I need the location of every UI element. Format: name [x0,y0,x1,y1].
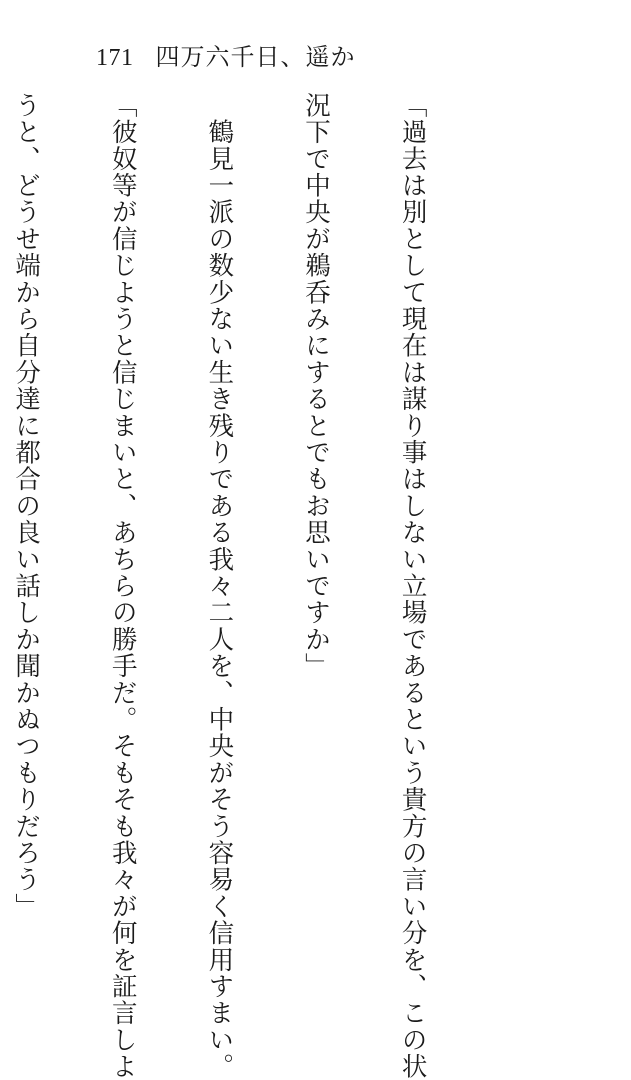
text-line: 鶴見一派の数少ない生き残りである我々二人を、中央がそう容易く信用すまい。 [204,92,235,1080]
text-line: うと、どうせ端から自分達に都合の良い話しか聞かぬつもりだろう」 [11,92,42,920]
text-line: 「彼奴等が信じようと信じまいと、あちらの勝手だ。そもそも我々が何を証言しよ [107,92,138,1080]
text-line: 況下で中央が鵜呑みにするとでもお思いですか」 [300,92,331,680]
vertical-body-text [0,92,493,1080]
text-line: 「過去は別として現在は謀り事はしない立場であるという貴方の言い分を、この状 [397,92,428,1080]
page-number: 171 [96,45,134,71]
running-title: 四万六千日、遥か [155,43,356,71]
page-header [96,42,356,72]
